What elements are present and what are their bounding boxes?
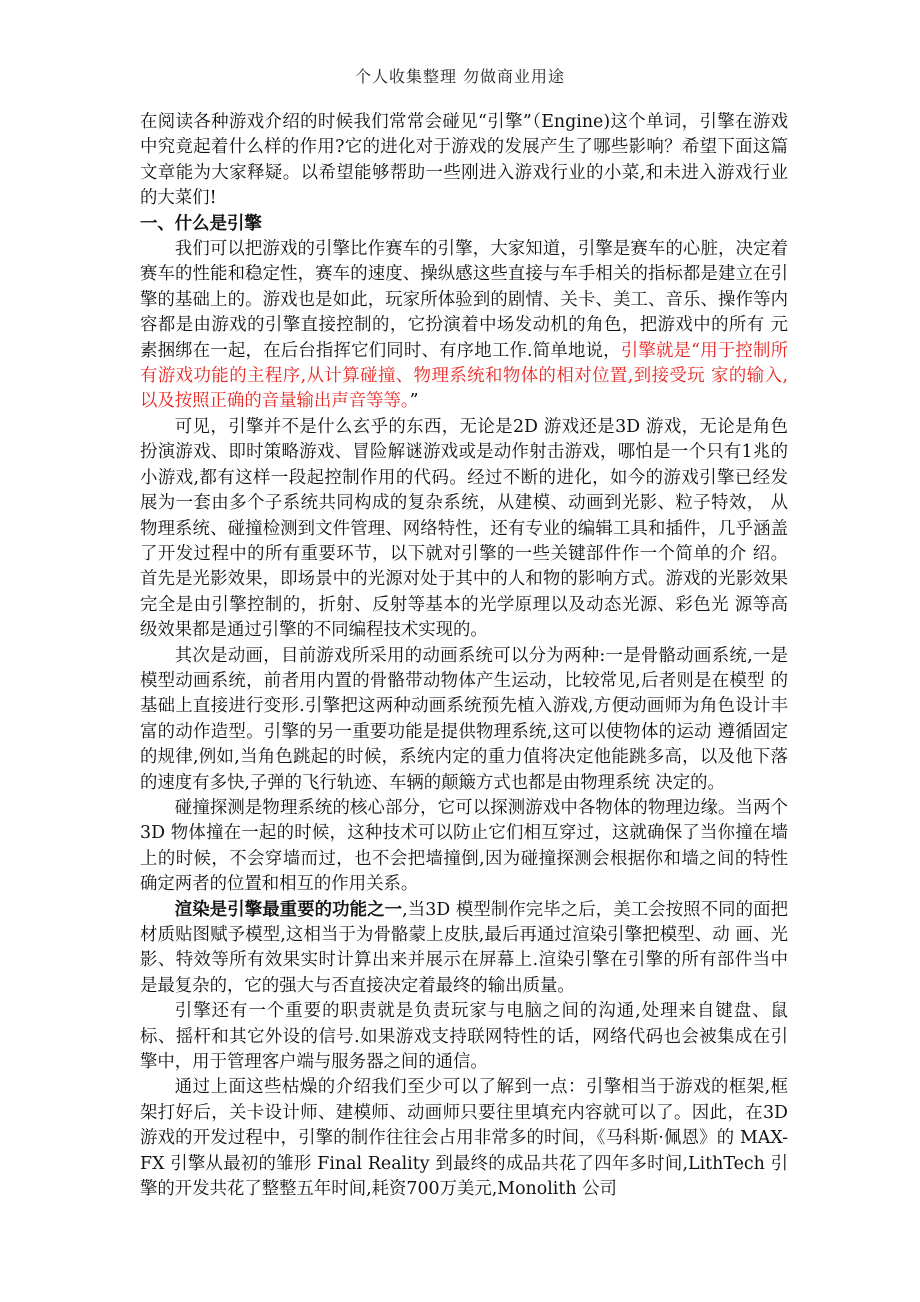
closing-quote: ” bbox=[409, 391, 419, 412]
paragraph-text: 我们可以把游戏的引擎比作赛车的引擎，大家知道，引擎是赛车的心脏，决定着赛车的性能和稳定性，赛车的速度、操纵感这些直接与车手相关的指标都是建立在引 擎的基础上的。游戏也是如此，玩家所体验到的剧情、关卡、美工、音乐、操作等内容都是由游戏的引擎直接控制的，它扮演着中场发动机的角色，把游戏中的所有 元素捆绑在一起，在后台指挥它们同时、有序地工作.简单地说， bbox=[140, 239, 788, 361]
intro-paragraph: 在阅读各种游戏介绍的时候我们常常会碰见“引擎”（Engine)这个单词，引擎在游戏中究竟起着什么样的作用?它的进化对于游戏的发展产生了哪些影响？希望下面这篇文章能为大家释疑。以希望能够帮助一些刚进入游戏行业的小菜,和未进入游戏行业的大菜们! bbox=[140, 112, 788, 209]
paragraph-animation: 其次是动画，目前游戏所采用的动画系统可以分为两种:一是骨骼动画系统,一是模型动画系统，前者用内置的骨骼带动物体产生运动，比较常见,后者则是在模型 的基础上直接进行变形.引擎把这两种动画系统预先植入游戏,方便动画师为角色设计丰富的动作造型。引擎的另一重要功能是提供物理系统,这可以使物体的运动 遵循固定的规律,例如,当角色跳起的时候，系统内定的重力值将决定他能跳多高，以及他下落的速度有多快,子弹的飞行轨迹、车辆的颠簸方式也都是由物理系统 决定的。 bbox=[140, 645, 788, 793]
section-title: 一、什么是引擎 bbox=[140, 213, 262, 234]
document-body bbox=[140, 110, 788, 1202]
paragraph-framework: 通过上面这些枯燥的介绍我们至少可以了解到一点：引擎相当于游戏的框架,框架打好后，关卡设计师、建模师、动画师只要往里填充内容就可以了。因此，在3D 游戏的开发过程中，引擎的制作往往会占用非常多的时间，《马科斯·佩恩》的 MAX-FX 引擎从最初的雏形 Final Reality 到最终的成品共花了四年多时间,LithTech 引擎的开发共花了整整五年时间,耗资700万美元,Monolith 公司 bbox=[140, 1077, 788, 1200]
paragraph-text: ,当3D 模型制作完毕之后，美工会按照不同的面把材质贴图赋予模型,这相当于为骨骼蒙上皮肤,最后再通过渲染引擎把模型、动 画、光影、特效等所有效果实时计算出来并展示在屏幕上.渲染引擎在引擎的所有部件当中是最复杂的，它的强大与否直接决定着最终的输出质量。 bbox=[140, 899, 788, 996]
paragraph-collision: 碰撞探测是物理系统的核心部分，它可以探测游戏中各物体的物理边缘。当两个3D 物体撞在一起的时候，这种技术可以防止它们相互穿过，这就确保了当你撞在墙 上的时候，不会穿墙而过，也不会把墙撞倒,因为碰撞探测会根据你和墙之间的特性确定两者的位置和相互的作用关系。 bbox=[140, 797, 788, 895]
paragraph-lighting: 可见，引擎并不是什么玄乎的东西，无论是2D 游戏还是3D 游戏，无论是角色扮演游戏、即时策略游戏、冒险解谜游戏或是动作射击游戏，哪怕是一个只有1兆的 小游戏,都有这样一段起控制作用的代码。经过不断的进化，如今的游戏引擎已经发展为一套由多个子系统共同构成的复杂系统，从建模、动画到光影、粒子特效， 从物理系统、碰撞检测到文件管理、网络特性，还有专业的编辑工具和插件，几乎涵盖了开发过程中的所有重要环节，以下就对引擎的一些关键部件作一个简单的介 绍。首先是光影效果，即场景中的光源对处于其中的人和物的影响方式。游戏的光影效果完全是由引擎控制的，折射、反射等基本的光学原理以及动态光源、彩色光 源等高级效果都是通过引擎的不同编程技术实现的。 bbox=[140, 416, 788, 641]
page-header: 个人收集整理 勿做商业用途 bbox=[354, 67, 566, 86]
paragraph-input-network: 引擎还有一个重要的职责就是负责玩家与电脑之间的沟通,处理来自键盘、鼠标、摇杆和其它外设的信号.如果游戏支持联网特性的话，网络代码也会被集成在引擎中，用于管理客户端与服务器之间的通信。 bbox=[140, 1001, 788, 1073]
bold-lead: 渲染是引擎最重要的功能之一 bbox=[174, 899, 403, 920]
paragraph-engine-analogy bbox=[140, 237, 788, 415]
highlighted-definition: 引擎就是“用于控制所有游戏功能的主程序,从计算碰撞、物理系统和物体的相对位置,到接受玩 家的输入,以及按照正确的音量输出声音等等。 bbox=[140, 340, 788, 412]
paragraph-rendering bbox=[140, 898, 788, 1000]
